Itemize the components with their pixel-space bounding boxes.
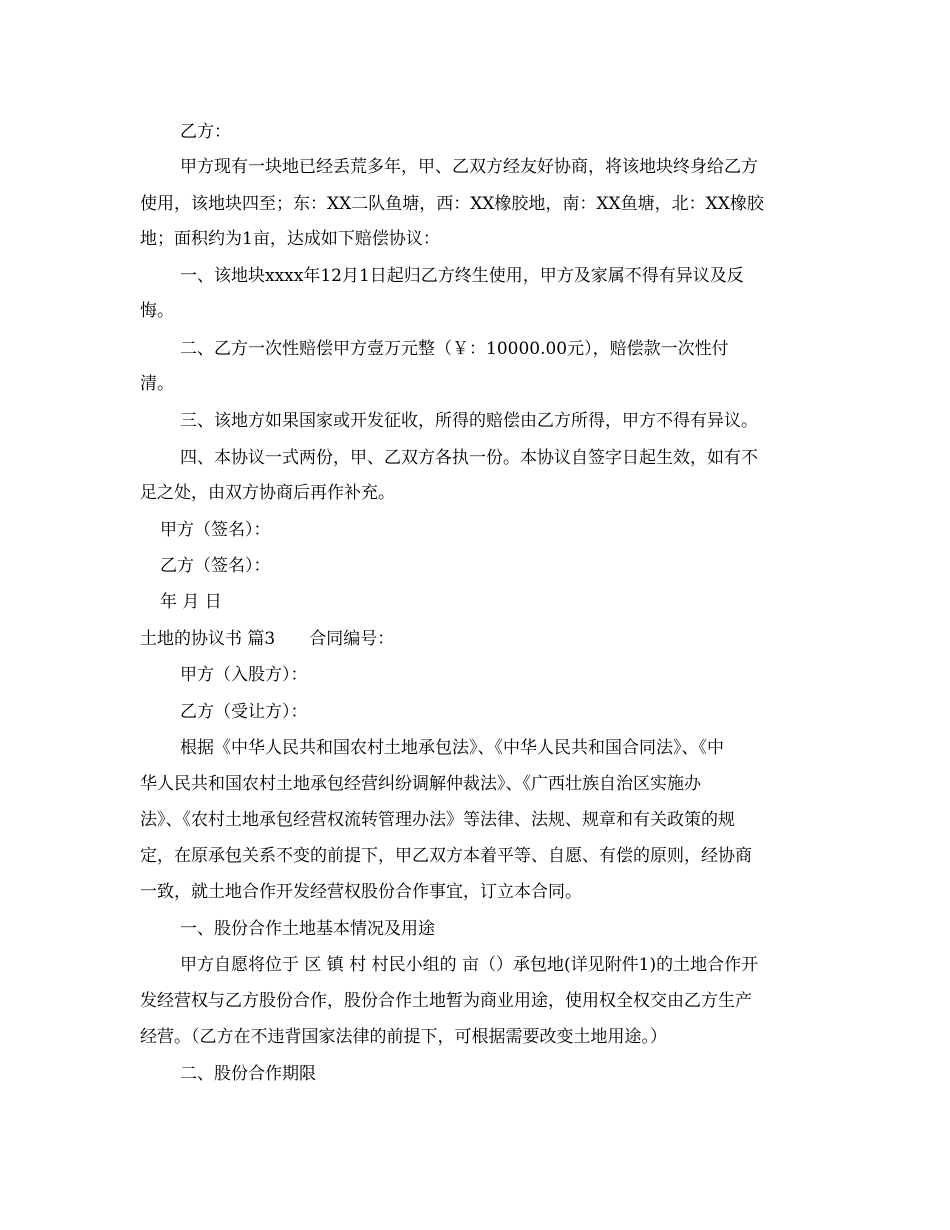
text-line: 甲方现有一块地已经丢荒多年，甲、乙双方经友好协商，将该地块终身给乙方 <box>180 157 758 177</box>
text-line: 定，在原承包关系不变的前提下，甲乙双方本着平等、自愿、有偿的原则，经协商 <box>140 846 752 866</box>
text-line: 足之处，由双方协商后再作补充。 <box>140 483 395 503</box>
text-line: 甲方自愿将位于 区 镇 村 村民小组的 亩（）承包地(详见附件1)的土地合作开 <box>180 955 759 975</box>
text-line: 甲方（入股方）： <box>180 665 308 685</box>
text-line: 一致，就土地合作开发经营权股份合作事宜，订立本合同。 <box>140 882 582 902</box>
text-line: 根据《中华人民共和国农村土地承包法》、《中华人民共和国合同法》、《中 <box>180 738 724 758</box>
text-line: 发经营权与乙方股份合作，股份合作土地暂为商业用途，使用权全权交由乙方生产 <box>140 991 752 1011</box>
signature-line-party-b: 乙方（签名）： <box>160 556 271 576</box>
text-line: 乙方（受让方）： <box>180 702 308 722</box>
text-line: 二、股份合作期限 <box>180 1064 316 1084</box>
text-line: 一、该地块xxxx年12月1日起归乙方终生使用，甲方及家属不得有异议及反 <box>180 266 744 286</box>
text-line: 清。 <box>140 374 174 394</box>
text-line: 一、股份合作土地基本情况及用途 <box>180 919 435 939</box>
text-line: 法》、《农村土地承包经营权流转管理办法》等法律、法规、规章和有关政策的规 <box>140 810 735 830</box>
text-line: 华人民共和国农村土地承包经营纠纷调解仲裁法》、《广西壮族自治区实施办 <box>140 774 701 794</box>
text-line: 经营。（乙方在不违背国家法律的前提下，可根据需要改变土地用途。） <box>140 1027 667 1047</box>
date-line: 年 月 日 <box>160 592 222 612</box>
text-line: 乙方： <box>180 122 231 142</box>
signature-line-party-a: 甲方（签名）： <box>160 520 271 540</box>
text-line: 二、乙方一次性赔偿甲方壹万元整（￥：10000.00元），赔偿款一次性付 <box>180 339 729 359</box>
text-line: 地；面积约为1亩，达成如下赔偿协议： <box>140 229 440 249</box>
section-heading: 土地的协议书 篇3 合同编号： <box>140 629 395 649</box>
text-line: 三、该地方如果国家或开发征收，所得的赔偿由乙方所得，甲方不得有异议。 <box>180 411 758 431</box>
text-line: 悔。 <box>140 301 174 321</box>
text-line: 使用，该地块四至；东：XX二队鱼塘，西：XX橡胶地，南：XX鱼塘，北：XX橡胶 <box>140 194 764 214</box>
text-line: 四、本协议一式两份，甲、乙双方各执一份。本协议自签字日起生效，如有不 <box>180 448 758 468</box>
